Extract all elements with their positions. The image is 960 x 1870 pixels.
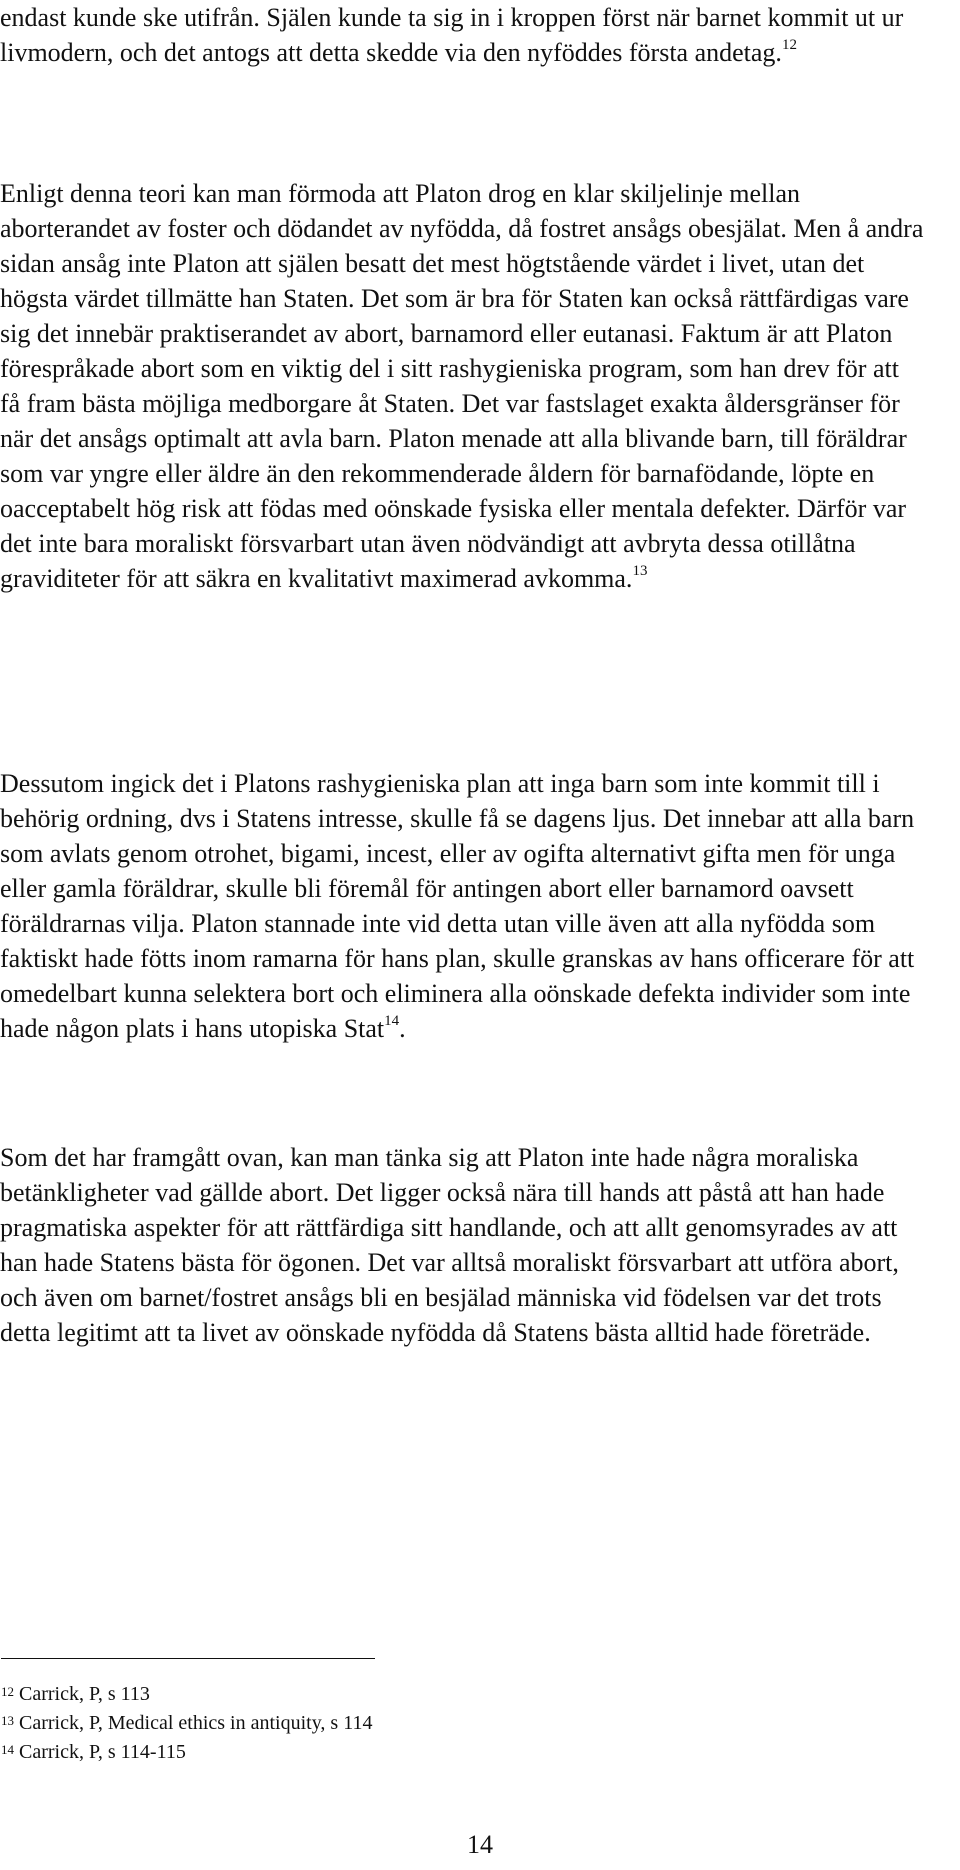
footnote-item	[1, 1680, 701, 1709]
footnote-text: Carrick, P, s 113	[19, 1683, 150, 1705]
paragraph-text: Dessutom ingick det i Platons rashygieniska plan att inga barn som inte kommit till i behörig ordning, dvs i Statens intresse, skulle få se dagens ljus. Det innebar att alla barn som avlats genom otrohet, bigami, incest, eller av ogifta alternativt gifta men för unga eller gamla föräldrar, skulle bli föremål för antingen abort eller barnamord oavsett föräldrarnas vilja. Platon stannade inte vid detta utan ville även att alla nyfödda som faktiskt hade fötts inom ramarna för hans plan, skulle granskas av hans officerare för att omedelbart kunna selektera bort och eliminera alla oönskade defekta individer som inte hade någon plats i hans utopiska Stat	[0, 769, 915, 1043]
footnotes-section	[1, 1680, 701, 1767]
body-paragraph	[0, 766, 925, 1046]
footnote-text: Carrick, P, Medical ethics in antiquity, s 114	[19, 1712, 373, 1734]
footnote-number: 13	[1, 1713, 14, 1728]
paragraph-text: endast kunde ske utifrån. Själen kunde ta sig in i kroppen först när barnet kommit ut ur livmodern, och det antogs att detta skedde via den nyföddes första andetag.	[0, 3, 904, 67]
footnote-number: 14	[1, 1742, 14, 1757]
footnote-item	[1, 1709, 701, 1738]
footnote-reference[interactable]: 14	[384, 1013, 400, 1030]
page-number: 14	[467, 1830, 493, 1859]
body-paragraph	[0, 0, 925, 70]
footnote-separator	[1, 1658, 375, 1659]
footnote-reference[interactable]: 12	[781, 37, 797, 54]
body-paragraph	[0, 1140, 925, 1350]
footnote-reference[interactable]: 13	[632, 563, 648, 580]
paragraph-text: Som det har framgått ovan, kan man tänka sig att Platon inte hade några moraliska betänkligheter vad gällde abort. Det ligger också nära till hands att påstå att han hade pragmatiska aspekter för att rättfärdiga sitt handlande, och att allt genomsyrades av att han hade Statens bästa för ögonen. Det var alltså moraliskt försvarbart att utföra abort, och även om barnet/fostret ansågs bli en besjälad människa vid födelsen var det trots detta legitimt att ta livet av oönskade nyfödda då Statens bästa alltid hade företräde.	[0, 1143, 899, 1347]
footnote-number: 12	[1, 1684, 14, 1699]
body-paragraph	[0, 176, 925, 596]
paragraph-text: Enligt denna teori kan man förmoda att Platon drog en klar skiljelinje mellan aborterandet av foster och dödandet av nyfödda, då fostret ansågs obesjälat. Men å andra sidan ansåg inte Platon att själen besatt det mest högtstående värdet i livet, utan det högsta värdet tillmätte han Staten. Det som är bra för Staten kan också rättfärdigas vare sig det innebär praktiserandet av abort, barnamord eller eutanasi. Faktum är att Platon förespråkade abort som en viktig del i sitt rashygieniska program, som han drev för att få fram bästa möjliga medborgare åt Staten. Det var fastslaget exakta åldersgränser för när det ansågs optimalt att avla barn. Platon menade att alla blivande barn, till föräldrar som var yngre eller äldre än den rekommenderade åldern för barnafödande, löpte en oacceptabelt hög risk att födas med oönskade fysiska eller mentala defekter. Därför var det inte bara moraliskt försvarbart utan även nödvändigt att avbryta dessa otillåtna graviditeter för att säkra en kvalitativt maximerad avkomma.	[0, 179, 924, 593]
paragraph-trailing-text: .	[399, 1014, 406, 1043]
footnote-text: Carrick, P, s 114-115	[19, 1741, 186, 1763]
footnote-item	[1, 1738, 701, 1767]
